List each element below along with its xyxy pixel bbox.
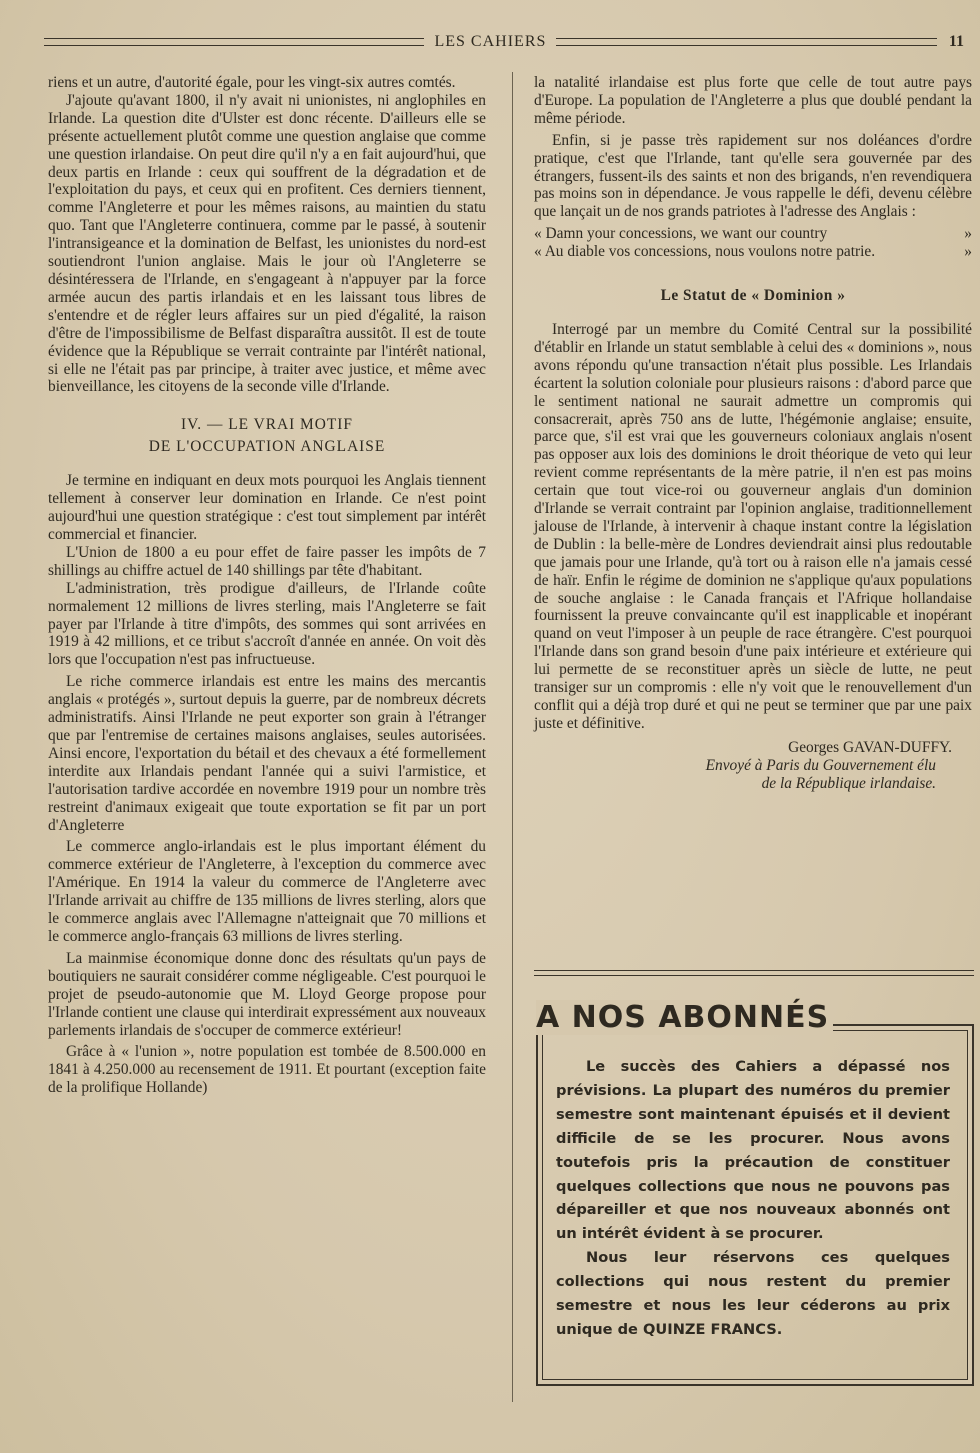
paragraph: Grâce à « l'union », notre population est tombée de 8.500.000 en 1841 à 4.250.000 au recensement de 1911. Et pourtant (exception faite de la prolifique Hollande) <box>48 1043 486 1097</box>
subscriber-notice-text <box>556 1055 950 1342</box>
column-divider <box>512 72 513 1402</box>
author-signature: Georges GAVAN-DUFFY. <box>788 738 952 756</box>
header-rule-left <box>44 38 424 46</box>
quotation <box>534 225 972 261</box>
notice-paragraph: Nous leur réservons ces quelques collections qui nous restent du premier semestre et nous les leur céderons au prix unique de QUINZE FRANCS. <box>556 1249 950 1338</box>
page-number: 11 <box>948 33 964 50</box>
right-column <box>534 74 972 793</box>
paragraph: Interrogé par un membre du Comité Central sur la possibilité d'établir en Irlande un statut semblable à celui des « dominions », nous avons répondu qu'une transaction n'était plus possible. Les Irlandais écartent la solution coloniale pour plusieurs raisons : d'abord parce que le sentiment national ne saurait admettre un compromis qui consacrerait, après 750 ans de lutte, l'hégémonie anglaise; ensuite, parce que, s'il est vrai que les gouverneurs coloniaux anglais n'osent pas opposer aux lois des dominions le droit théorique de veto qui leur revient comme représentants de la mère patrie, il n'en est pas moins certain que tout vice-roi ou gouverneur anglais d'un dominion d'Irlande se verrait contraint par l'opinion anglaise, traditionnellement jalouse de l'Irlande, à intervenir à chaque instant contre la législation de Dublin : la belle-mère de Londres deviendrait ainsi plus redoutable que jamais pour une Irlande, qu'à tort ou à raison elle n'a jamais cessé de haïr. Enfin le régime de dominion ne s'applique qu'aux populations de souche anglaise : le Canada français et l'Afrique hollandaise fournissent la preuve convaincante qu'il est inapplicable et inopérant quand on veut l'imposer à un peuple de race étrangère. C'est pourquoi l'Irlande dans son grand besoin d'une paix intérieure et extérieure qui lui permette de se reconstituer après un siècle de lutte, ne peut transiger sur un compromis : elle n'y voit que le renouvellement d'un conflit qui a déjà trop duré et qui ne peut se terminer que par une paix juste et définitive. <box>534 320 972 732</box>
paragraph: La mainmise économique donne donc des résultats qu'un pays de boutiquiers ne saurait considérer comme négligeable. C'est pourquoi le projet de pseudo-autonomie que M. Lloyd George propose pour l'Irlande contient une clause qui interdirait expressément aux nouveaux parlements irlandais de s'occuper de commerce extérieur! <box>48 949 486 1039</box>
author-title-line: de la République irlandaise. <box>761 774 936 792</box>
section-heading-line: IV. — LE VRAI MOTIF <box>181 416 353 434</box>
paragraph: J'ajoute qu'avant 1800, il n'y avait ni unionistes, ni anglophiles en Irlande. La question dite d'Ulster est donc récente. D'ailleurs elle se présente actuellement plutôt comme une question anglaise que comme une question irlandaise. On peut dire qu'il n'y a en fait aujourd'hui, que deux partis en Irlande : ceux qui souffrent de la dégradation et de l'exploitation du pays, et ceux qui en profitent. Ces derniers tiennent, comme l'Angleterre et pour les mêmes raisons, au maintien du statu quo. Tant que l'Angleterre continuera, comme par le passé, à soutenir l'intransigeance et la domination de Belfast, les unionistes du nord-est soutiendront l'union anglaise. Mais le jour où l'Angleterre se désintéressera de l'Irlande, en s'engageant à n'appuyer par la force armée aucun des partis irlandais et en les laissant tous libres de s'entendre et de régler leurs affaires sur un pied d'égalité, la raison d'être de l'impossibilisme de Belfast disparaîtra aussitôt. Il est de toute évidence que la République se verrait contrainte par l'intérêt national, si elle ne l'était pas par principe, à traiter avec justice, et même avec bienveillance, les citoyens de la seconde ville d'Irlande. <box>48 91 486 396</box>
quote-line-french: « Au diable vos concessions, nous voulons notre patrie. » <box>534 243 972 261</box>
paragraph: Je termine en indiquant en deux mots pourquoi les Anglais tiennent tellement à conserver leur domination en Irlande. Ce n'est point aujourd'hui une question stratégique : c'est tout simplement par intérêt commercial et financier. <box>48 472 486 544</box>
quote-line-english: « Damn your concessions, we want our country » <box>534 225 972 243</box>
section-heading-line: DE L'OCCUPATION ANGLAISE <box>148 438 386 456</box>
notice-title: A NOS ABONNÉS <box>536 1000 833 1035</box>
header-rule-right <box>556 38 936 46</box>
section-heading-dominion: Le Statut de « Dominion » <box>660 287 846 305</box>
page-header <box>44 30 964 54</box>
journal-title: LES CAHIERS <box>434 33 547 50</box>
paragraph: Le riche commerce irlandais est entre les mains des mercantis anglais « protégés », surtout depuis la guerre, par de nombreux décrets administratifs. Ainsi l'Irlande ne peut exporter son grain à l'étranger que par l'entremise de certaines maisons anglaises, seules autorisées. Ainsi encore, l'exportation du bétail et des chevaux a été formellement interdite aux Irlandais pendant l'année qui a suivi l'armistice, et l'autorisation tardive accordée en novembre 1919 pour un nombre très restreint d'animaux exigeait que toute exportation se fit par un port d'Angleterre <box>48 673 486 834</box>
section-rule <box>534 970 974 976</box>
author-title-line: Envoyé à Paris du Gouvernement élu <box>705 756 936 774</box>
left-column <box>48 74 486 1097</box>
paragraph: riens et un autre, d'autorité égale, pour les vingt-six autres comtés. <box>48 74 456 91</box>
paragraph: L'Union de 1800 a eu pour effet de faire passer les impôts de 7 shillings au chiffre actuel de 140 shillings par tête d'habitant. <box>48 543 486 579</box>
paragraph: Enfin, si je passe très rapidement sur nos doléances d'ordre pratique, c'est que l'Irlande, tant qu'elle sera gouvernée par des étrangers, fussent-ils des saints et non des brigands, n'en revendiquera pas moins son in dépendance. Je vous rappelle le défi, devenu célèbre que lançait un de nos grands patriotes à l'adresse des Anglais : <box>534 131 972 221</box>
paragraph: Le commerce anglo-irlandais est le plus important élément du commerce extérieur de l'Angleterre, à l'exception du commerce avec l'Amérique. En 1914 la valeur du commerce de l'Angleterre avec l'Irlande arrivait au chiffre de 135 millions de livres sterling, alors que le commerce anglais avec l'Allemagne n'atteignait que 70 millions et le commerce anglo-français 63 millions de livres sterling. <box>48 838 486 945</box>
paragraph: L'administration, très prodigue d'ailleurs, de l'Irlande coûte normalement 12 millions de livres sterling, mais l'Angleterre se fait payer par l'Irlande à titre d'impôts, des sommes qui sont arrivées en 1919 à 42 millions, et ce tribut s'accroît d'année en année. On voit dès lors que l'occupation n'est pas infructueuse. <box>48 579 486 669</box>
paragraph: la natalité irlandaise est plus forte que celle de tout autre pays d'Europe. La population de l'Angleterre a plus que doublé pendant la même période. <box>534 74 972 127</box>
notice-paragraph: Le succès des Cahiers a dépassé nos prévisions. La plupart des numéros du premier semestre sont maintenant épuisés et il devient difficile de se les procurer. Nous avons toutefois pris la précaution de constituer quelques collections que nous ne pouvons pas dépareiller et que nos nouveaux abonnés ont un intérêt évident à se procurer. <box>556 1058 950 1243</box>
section-heading-iv <box>48 414 486 458</box>
